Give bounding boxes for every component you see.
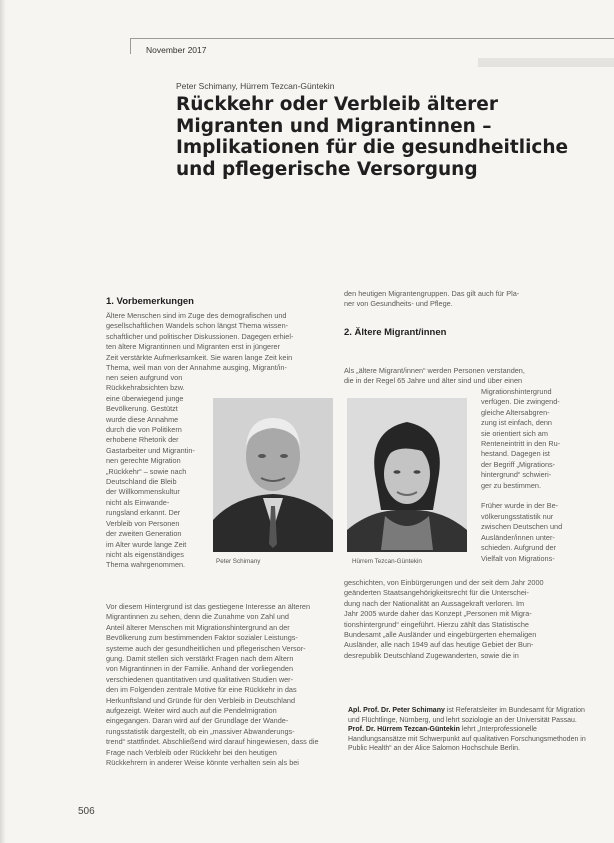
section1-intro <box>106 311 338 373</box>
text-line: „Rückkehr“ – sowie nach <box>106 466 187 476</box>
text-line: Bundesamt „alle Ausländer und eingebürgerten ehemaligen <box>344 630 537 640</box>
text-line: nicht als Einwande- <box>106 497 170 507</box>
header-rule <box>130 38 614 39</box>
text-line: Früher wurde in der Be- <box>481 501 559 511</box>
text-line: die in der Regel 65 Jahre und älter sind und über einen <box>344 376 523 386</box>
text-line: nicht als eigenständiges <box>106 549 184 559</box>
text-line: Bevölkerung zum bestimmenden Faktor sozialer Leistungs- <box>106 633 298 643</box>
text-line: Vielfalt von Migrations- <box>481 553 555 563</box>
section-heading-1: 1. Vorbemerkungen <box>106 296 194 307</box>
text-line: geschichten, von Einbürgerungen und der seit dem Jahr 2000 <box>344 578 544 587</box>
text-line: Deutschland die Bleib <box>106 477 177 487</box>
section1-narrow-text <box>106 373 206 571</box>
text-line: Rückkehrern in anderer Weise könnte verhalten sein als bei <box>106 758 299 768</box>
text-line: Thema, weil man von der Annahme ausging, Migrant/in- <box>106 363 287 373</box>
text-line: gesellschaftlichen Wandels schon längst Thema wissen- <box>106 321 289 331</box>
text-line: Ausländer, alle nach 1949 auf das heutige Gebiet der Bun- <box>344 640 534 650</box>
text-line: eingegangen. Daran wird auf der Grundlage der Wande- <box>106 716 289 726</box>
header-tick <box>130 38 131 54</box>
photo-caption-tezcan-guentekin: Hürrem Tezcan-Güntekin <box>352 558 422 565</box>
text-line: völkerungsstatistik nur <box>481 511 554 521</box>
text-line: aufgezeigt. Weiter wird auch auf die Pendelmigration <box>106 706 277 716</box>
text-line: Als „ältere Migrant/innen“ werden Personen verstanden, <box>344 366 525 375</box>
text-line: verschiedenen quantitativen und qualitativen Studien wer- <box>106 674 294 684</box>
author-photo-schimany <box>213 398 333 552</box>
text-line: den im Folgenden zentrale Motive für eine Rückkehr in das <box>106 685 297 695</box>
text-line: hintergrund“ schwieri- <box>481 470 552 480</box>
text-line: schieden. Aufgrund der <box>481 543 557 553</box>
text-line: Anteil älterer Menschen mit Migrationshintergrund an der <box>106 622 290 632</box>
text-line: schaftlicher und politischer Diskussionen. Dagegen erhiel- <box>106 331 294 341</box>
text-line: Frage nach Verbleib oder Rückkehr bei den heutigen <box>106 747 277 757</box>
text-line: zung ist einfach, denn <box>481 418 552 428</box>
text-line: Jahr 2005 wurde daher das Konzept „Personen mit Migra- <box>344 609 532 619</box>
text-line: gung. Damit stellen sich verstärkt Fragen nach dem Altern <box>106 654 294 664</box>
section2-narrow-text <box>481 387 591 564</box>
portrait-man-image <box>213 398 333 552</box>
text-line: Vor diesem Hintergrund ist das gestiegene Interesse an älteren <box>106 602 311 611</box>
bio-name-2: Prof. Dr. Hürrem Tezcan-Güntekin <box>348 726 460 734</box>
text-line: Zeit verstärkte Aufmerksamkeit. Sie waren lange Zeit kein <box>106 352 293 362</box>
bio-text-2: lehrt „Interprofessionelle Handlungsansätze mit Schwerpunkt auf qualitativen Forschungsmethoden in Public Health“ an der Alice Salomon Hochschule Berlin. <box>348 726 586 753</box>
text-line: eine überwiegend junge <box>106 393 184 403</box>
page-number: 506 <box>78 806 95 817</box>
text-line: tionshintergrund“ eingeführt. Hierzu zählt das Statistische <box>344 619 529 629</box>
author-bio <box>348 706 588 754</box>
section2-intro <box>344 366 590 387</box>
text-line: hestand. Dagegen ist <box>481 449 550 459</box>
text-line: ner von Gesundheits- und Pflege. <box>344 299 453 309</box>
text-line: zwischen Deutschen und <box>481 522 563 532</box>
text-line: ten ältere Migrantinnen und Migranten erst in jüngerer <box>106 342 281 352</box>
section2-paragraph <box>344 578 590 661</box>
text-line: nen gerechte Migration <box>106 456 181 466</box>
text-line: Rückkehrabsichten bzw. <box>106 383 185 393</box>
text-line: verfügen. Die zwingend- <box>481 397 560 407</box>
text-line: geänderten Staatsangehörigkeitsrecht für die Unterschei- <box>344 588 529 598</box>
page-binding-shadow <box>0 0 6 843</box>
bio-name-1: Apl. Prof. Dr. Peter Schimany <box>348 707 445 714</box>
photo-caption-schimany: Peter Schimany <box>216 558 261 565</box>
text-line: im Alter wurde lange Zeit <box>106 539 187 549</box>
right-column-continuation <box>344 289 590 310</box>
text-line: sie orientiert sich am <box>481 428 548 438</box>
text-line: Thema wahrgenommen. <box>106 560 186 570</box>
text-line: Ältere Menschen sind im Zuge des demografischen und <box>106 311 287 320</box>
text-line: erhobene Rhetorik der <box>106 435 179 445</box>
text-line: Verbleib von Personen <box>106 518 180 528</box>
issue-date: November 2017 <box>146 45 207 55</box>
text-line: desrepublik Deutschland Zugewanderten, sowie die in <box>344 650 519 660</box>
text-line: dung nach der Nationalität an Aussagekraft verloren. Im <box>344 598 525 608</box>
text-line: systeme auch der gesundheitlichen und pflegerischen Versor- <box>106 643 306 653</box>
text-line: der zweiten Generation <box>106 529 182 539</box>
section1-paragraph-2 <box>106 602 338 769</box>
text-line: der Begriff „Migrations- <box>481 459 556 469</box>
text-line: der Willkommenskultur <box>106 487 180 497</box>
text-line: rungsland erkannt. Der <box>106 508 181 518</box>
text-line: ger zu bestimmen. <box>481 480 542 490</box>
text-line: rungsstatistik dargestellt, ob ein „massiver Abwanderungs- <box>106 726 295 736</box>
text-line: den heutigen Migrantengruppen. Das gilt auch für Pla- <box>344 289 520 298</box>
text-line <box>481 491 591 501</box>
author-photo-tezcan-guentekin <box>347 398 467 552</box>
text-line: gleiche Altersabgren- <box>481 407 550 417</box>
text-line: durch die von Politikern <box>106 425 182 435</box>
text-line: Renteneintritt in den Ru- <box>481 439 561 449</box>
portrait-woman-image <box>347 398 467 552</box>
text-line: Migrationshintergrund <box>481 387 552 396</box>
text-line: nen seien aufgrund von <box>106 373 183 382</box>
header-bar <box>478 58 614 67</box>
article-authors: Peter Schimany, Hürrem Tezcan-Güntekin <box>176 81 335 91</box>
text-line: trend“ stattfindet. Abschließend wird darauf hingewiesen, dass die <box>106 737 319 747</box>
bio-text-1: ist Referatsleiter im Bundesamt für Migration und Flüchtlinge, Nürnberg, und lehrt soziologie an der Universität Passau. <box>348 707 585 724</box>
text-line: Bevölkerung. Gestützt <box>106 404 178 414</box>
text-line: von Migrantinnen in der Familie. Anhand der vorliegenden <box>106 664 293 674</box>
text-line: Gastarbeiter und Migrantin- <box>106 445 195 455</box>
text-line: wurde diese Annahme <box>106 414 179 424</box>
text-line: Ausländer/innen unter- <box>481 532 555 542</box>
section-heading-2: 2. Ältere Migrant/innen <box>344 327 447 338</box>
article-title: Rückkehr oder Verbleib älterer Migranten und Migrantinnen – Implikationen für die gesundheitliche und pflegerische Versorgung <box>176 94 569 180</box>
text-line: Migrantinnen zu sehen, denn die Zunahme von Zahl und <box>106 612 289 622</box>
text-line: Herkunftsland und Gründe für den Verbleib in Deutschland <box>106 695 296 705</box>
